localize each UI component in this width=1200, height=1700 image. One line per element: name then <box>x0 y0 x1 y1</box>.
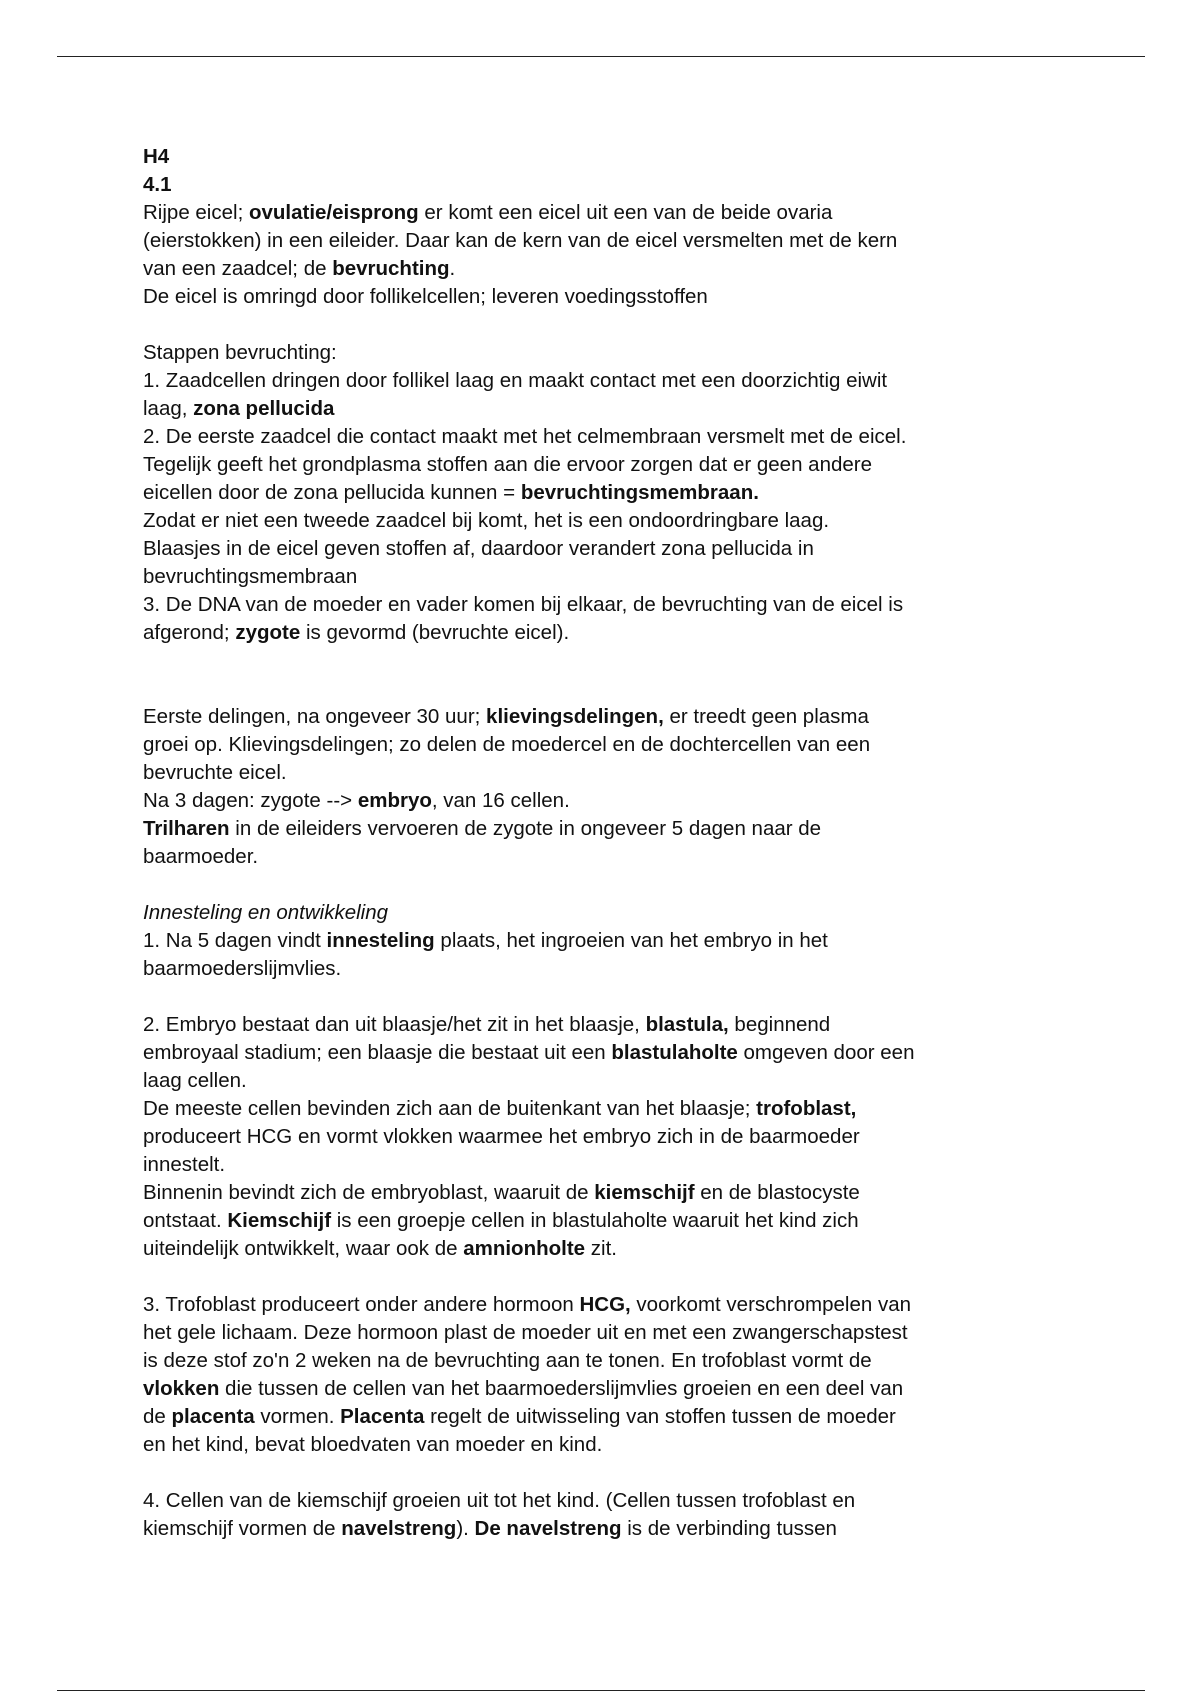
text-line <box>143 1207 1083 1235</box>
text-run: uiteindelijk ontwikkelt, waar ook de <box>143 1237 464 1260</box>
text-run: van een zaadcel; de <box>143 257 333 280</box>
text-line <box>143 227 1083 255</box>
bold-term: ovulatie/eisprong <box>248 201 419 224</box>
body-text <box>143 199 1083 1543</box>
text-run: baarmoeder. <box>143 845 259 868</box>
text-run: Rijpe eicel; <box>143 201 249 224</box>
text-run: baarmoederslijmvlies. <box>143 957 342 980</box>
paragraph-gap <box>143 1459 1083 1487</box>
text-run: vormen. <box>254 1405 341 1428</box>
text-line <box>143 759 1083 787</box>
text-run: plaats, het ingroeien van het embryo in het <box>434 929 828 952</box>
text-run: 3. De DNA van de moeder en vader komen bij elkaar, de bevruchting van de eicel is <box>143 593 904 616</box>
text-line <box>143 283 1083 311</box>
text-run: is gevormd (bevruchte eicel). <box>300 621 570 644</box>
text-run: zit. <box>585 1237 617 1260</box>
bold-term: zona pellucida <box>193 397 335 420</box>
bold-term: zygote <box>235 621 301 644</box>
text-line <box>143 1179 1083 1207</box>
text-run: Na 3 dagen: zygote --> <box>143 789 358 812</box>
text-run: in de eileiders vervoeren de zygote in ongeveer 5 dagen naar de <box>229 817 822 840</box>
text-run: is een groepje cellen in blastulaholte waaruit het kind zich <box>331 1209 859 1232</box>
text-line <box>143 1319 1083 1347</box>
document-body <box>143 143 1083 1543</box>
text-run: Stappen bevruchting: <box>143 341 337 364</box>
page-bottom-rule <box>57 1690 1145 1691</box>
bold-term: kiemschijf <box>594 1181 695 1204</box>
text-line <box>143 1123 1083 1151</box>
paragraph-gap <box>143 311 1083 339</box>
text-line <box>143 619 1083 647</box>
text-line <box>143 1403 1083 1431</box>
text-line <box>143 1431 1083 1459</box>
text-run: groei op. Klievingsdelingen; zo delen de moedercel en de dochtercellen van een <box>143 733 871 756</box>
text-line <box>143 423 1083 451</box>
text-run: het gele lichaam. Deze hormoon plast de moeder uit en met een zwangerschapstest <box>143 1321 908 1344</box>
text-run: . <box>449 257 456 280</box>
paragraph-gap <box>143 983 1083 1011</box>
text-line <box>143 199 1083 227</box>
bold-term: Trilharen <box>143 817 230 840</box>
text-run: is deze stof zo'n 2 weken na de bevruchting aan te tonen. En trofoblast vormt de <box>143 1349 872 1372</box>
text-run: produceert HCG en vormt vlokken waarmee het embryo zich in de baarmoeder <box>143 1125 860 1148</box>
text-run: afgerond; <box>143 621 236 644</box>
text-run: (eierstokken) in een eileider. Daar kan de kern van de eicel versmelten met de kern <box>143 229 898 252</box>
text-run: innestelt. <box>143 1153 226 1176</box>
text-line <box>143 1039 1083 1067</box>
text-line <box>143 1487 1083 1515</box>
text-run: voorkomt verschrompelen van <box>630 1293 912 1316</box>
text-line <box>143 927 1083 955</box>
text-line <box>143 339 1083 367</box>
text-run: is de verbinding tussen <box>621 1517 837 1540</box>
text-run: en het kind, bevat bloedvaten van moeder en kind. <box>143 1433 603 1456</box>
text-run: eicellen door de zona pellucida kunnen = <box>143 481 521 504</box>
text-line <box>143 255 1083 283</box>
text-run: 1. Zaadcellen dringen door follikel laag en maakt contact met een doorzichtig eiwit <box>143 369 888 392</box>
text-line <box>143 1151 1083 1179</box>
bold-term: HCG, <box>579 1293 631 1316</box>
text-run: er treedt geen plasma <box>663 705 869 728</box>
text-line <box>143 1347 1083 1375</box>
paragraph-gap <box>143 871 1083 899</box>
text-run: laag cellen. <box>143 1069 247 1092</box>
chapter-heading: H4 <box>143 145 170 168</box>
page-top-rule <box>57 56 1145 57</box>
bold-term: De navelstreng <box>474 1517 622 1540</box>
bold-term: blastulaholte <box>611 1041 738 1064</box>
text-line <box>143 731 1083 759</box>
text-run: ontstaat. <box>143 1209 228 1232</box>
text-run: omgeven door een <box>737 1041 915 1064</box>
text-line <box>143 367 1083 395</box>
bold-term: blastula, <box>645 1013 729 1036</box>
text-run: die tussen de cellen van het baarmoederslijmvlies groeien en een deel van <box>219 1377 904 1400</box>
text-run: 4. Cellen van de kiemschijf groeien uit tot het kind. (Cellen tussen trofoblast en <box>143 1489 856 1512</box>
text-line <box>143 591 1083 619</box>
text-run: regelt de uitwisseling van stoffen tussen de moeder <box>424 1405 896 1428</box>
bold-term: bevruchting <box>332 257 450 280</box>
text-line <box>143 843 1083 871</box>
text-line <box>143 899 1083 927</box>
text-run: bevruchte eicel. <box>143 761 287 784</box>
text-run: beginnend <box>728 1013 831 1036</box>
text-run: 3. Trofoblast produceert onder andere hormoon <box>143 1293 580 1316</box>
text-line <box>143 479 1083 507</box>
text-run: embroyaal stadium; een blaasje die bestaat uit een <box>143 1041 612 1064</box>
text-line <box>143 507 1083 535</box>
text-run: 1. Na 5 dagen vindt <box>143 929 327 952</box>
bold-term: bevruchtingsmembraan. <box>520 481 759 504</box>
paragraph-gap <box>143 647 1083 703</box>
text-line <box>143 563 1083 591</box>
bold-term: navelstreng <box>341 1517 457 1540</box>
text-run: Zodat er niet een tweede zaadcel bij komt, het is een ondoordringbare laag. <box>143 509 830 532</box>
text-line <box>143 1011 1083 1039</box>
text-line <box>143 787 1083 815</box>
bold-term: vlokken <box>143 1377 220 1400</box>
text-line <box>143 395 1083 423</box>
text-run: , van 16 cellen. <box>431 789 570 812</box>
text-run: en de blastocyste <box>694 1181 860 1204</box>
text-line <box>143 703 1083 731</box>
text-line <box>143 1095 1083 1123</box>
paragraph-gap <box>143 1263 1083 1291</box>
text-run: De meeste cellen bevinden zich aan de buitenkant van het blaasje; <box>143 1097 757 1120</box>
text-line <box>143 1235 1083 1263</box>
bold-term: klievingsdelingen, <box>486 705 664 728</box>
text-run: Eerste delingen, na ongeveer 30 uur; <box>143 705 487 728</box>
text-run: Binnenin bevindt zich de embryoblast, waaruit de <box>143 1181 595 1204</box>
bold-term: amnionholte <box>463 1237 586 1260</box>
text-run: ). <box>456 1517 475 1540</box>
text-run: er komt een eicel uit een van de beide ovaria <box>418 201 833 224</box>
section-heading: 4.1 <box>143 173 172 196</box>
text-line <box>143 1375 1083 1403</box>
bold-term: embryo <box>357 789 432 812</box>
bold-term: placenta <box>171 1405 255 1428</box>
bold-term: Placenta <box>340 1405 425 1428</box>
text-line <box>143 955 1083 983</box>
bold-term: innesteling <box>326 929 435 952</box>
text-run: Tegelijk geeft het grondplasma stoffen aan die ervoor zorgen dat er geen andere <box>143 453 873 476</box>
text-line <box>143 1291 1083 1319</box>
text-run: kiemschijf vormen de <box>143 1517 342 1540</box>
text-run: De eicel is omringd door follikelcellen; leveren voedingsstoffen <box>143 285 708 308</box>
text-run: de <box>143 1405 172 1428</box>
text-run: 2. De eerste zaadcel die contact maakt met het celmembraan versmelt met de eicel. <box>143 425 907 448</box>
text-line <box>143 1067 1083 1095</box>
text-run: laag, <box>143 397 194 420</box>
text-line <box>143 451 1083 479</box>
text-line <box>143 1515 1083 1543</box>
text-run: bevruchtingsmembraan <box>143 565 358 588</box>
italic-subheading: Innesteling en ontwikkeling <box>143 901 389 924</box>
text-line <box>143 535 1083 563</box>
text-run: Blaasjes in de eicel geven stoffen af, daardoor verandert zona pellucida in <box>143 537 814 560</box>
bold-term: Kiemschijf <box>227 1209 332 1232</box>
text-run: 2. Embryo bestaat dan uit blaasje/het zit in het blaasje, <box>143 1013 646 1036</box>
bold-term: trofoblast, <box>756 1097 857 1120</box>
text-line <box>143 815 1083 843</box>
